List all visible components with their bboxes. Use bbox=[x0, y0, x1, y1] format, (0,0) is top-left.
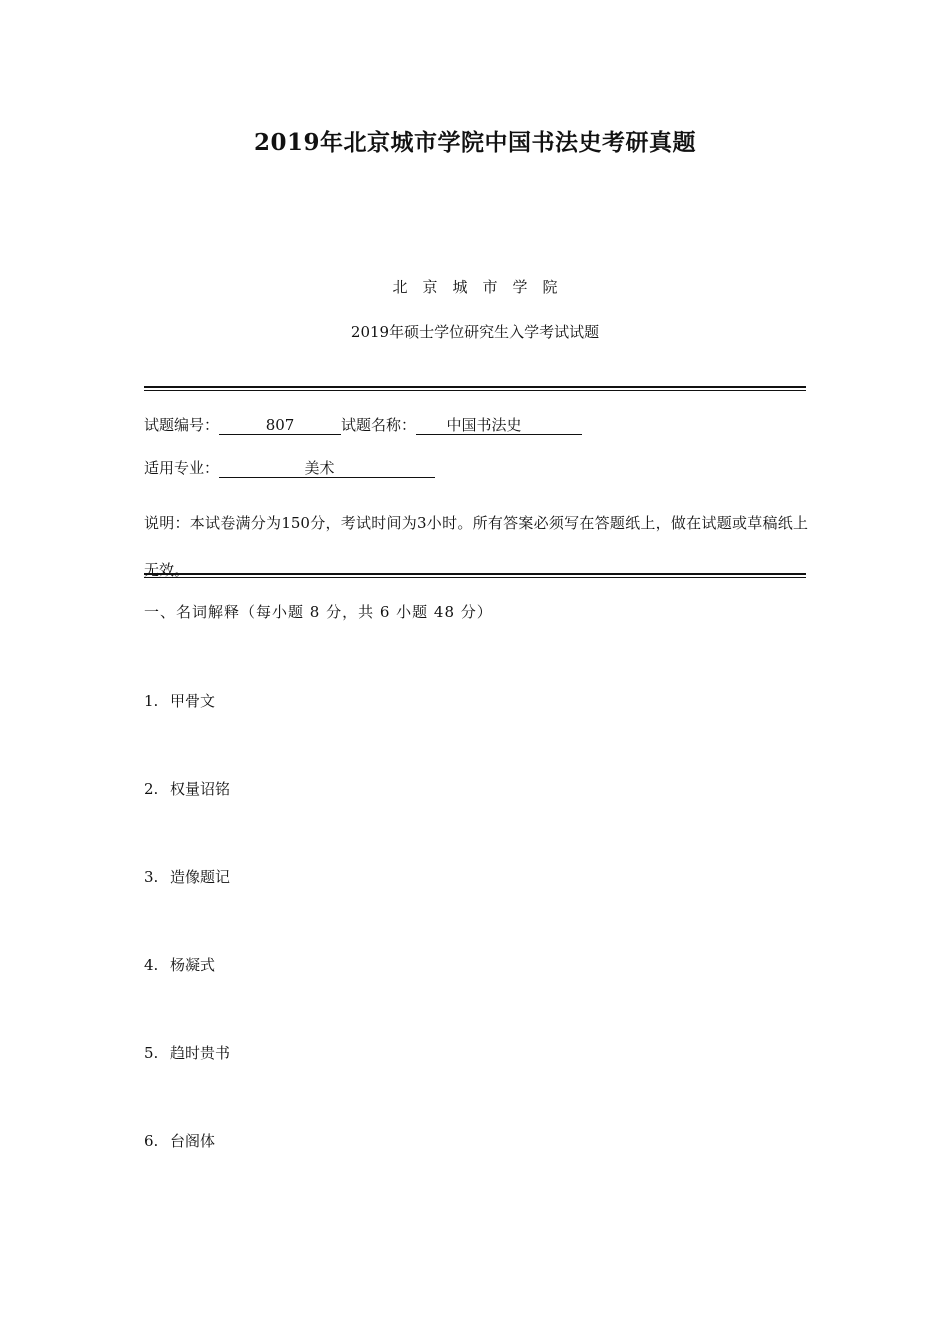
question-number: 5. bbox=[144, 1044, 159, 1062]
question-item bbox=[144, 1130, 215, 1151]
question-item bbox=[144, 954, 215, 975]
question-number: 1. bbox=[144, 692, 159, 710]
page-title: 2019年北京城市学院中国书法史考研真题 bbox=[253, 129, 696, 156]
header-divider bbox=[144, 386, 806, 391]
exam-code-row bbox=[144, 414, 582, 435]
section-heading: 一、名词解释（每小题 8 分，共 6 小题 48 分） bbox=[144, 603, 493, 621]
exam-major-value: 美术 bbox=[304, 459, 335, 477]
notice-divider bbox=[144, 573, 806, 578]
question-text: 台阁体 bbox=[170, 1132, 216, 1150]
question-number: 6. bbox=[144, 1132, 159, 1150]
question-text: 权量诏铭 bbox=[170, 780, 231, 798]
school-name: 北 京 城 市 学 院 bbox=[392, 278, 558, 296]
exam-name-field bbox=[416, 416, 582, 435]
exam-name-value: 中国书法史 bbox=[446, 416, 522, 434]
question-item bbox=[144, 1042, 230, 1063]
question-item bbox=[144, 866, 230, 887]
question-text: 趋时贵书 bbox=[170, 1044, 231, 1062]
question-number: 4. bbox=[144, 956, 159, 974]
question-number: 3. bbox=[144, 868, 159, 886]
exam-notice: 说明：本试卷满分为150分，考试时间为3小时。所有答案必须写在答题纸上，做在试题或草稿纸上无效。 bbox=[144, 514, 808, 579]
question-text: 杨凝式 bbox=[170, 956, 216, 974]
exam-major-field bbox=[219, 459, 435, 478]
question-text: 造像题记 bbox=[170, 868, 231, 886]
question-item bbox=[144, 690, 215, 711]
exam-code-label: 试题编号： bbox=[144, 416, 220, 434]
question-text: 甲骨文 bbox=[170, 692, 216, 710]
exam-name-label: 试题名称： bbox=[341, 416, 417, 434]
exam-subtitle: 2019年硕士学位研究生入学考试试题 bbox=[350, 323, 600, 341]
exam-major-row bbox=[144, 457, 435, 478]
exam-major-label: 适用专业： bbox=[144, 459, 220, 477]
question-item bbox=[144, 778, 230, 799]
question-number: 2. bbox=[144, 780, 159, 798]
exam-code-value: 807 bbox=[219, 416, 341, 435]
